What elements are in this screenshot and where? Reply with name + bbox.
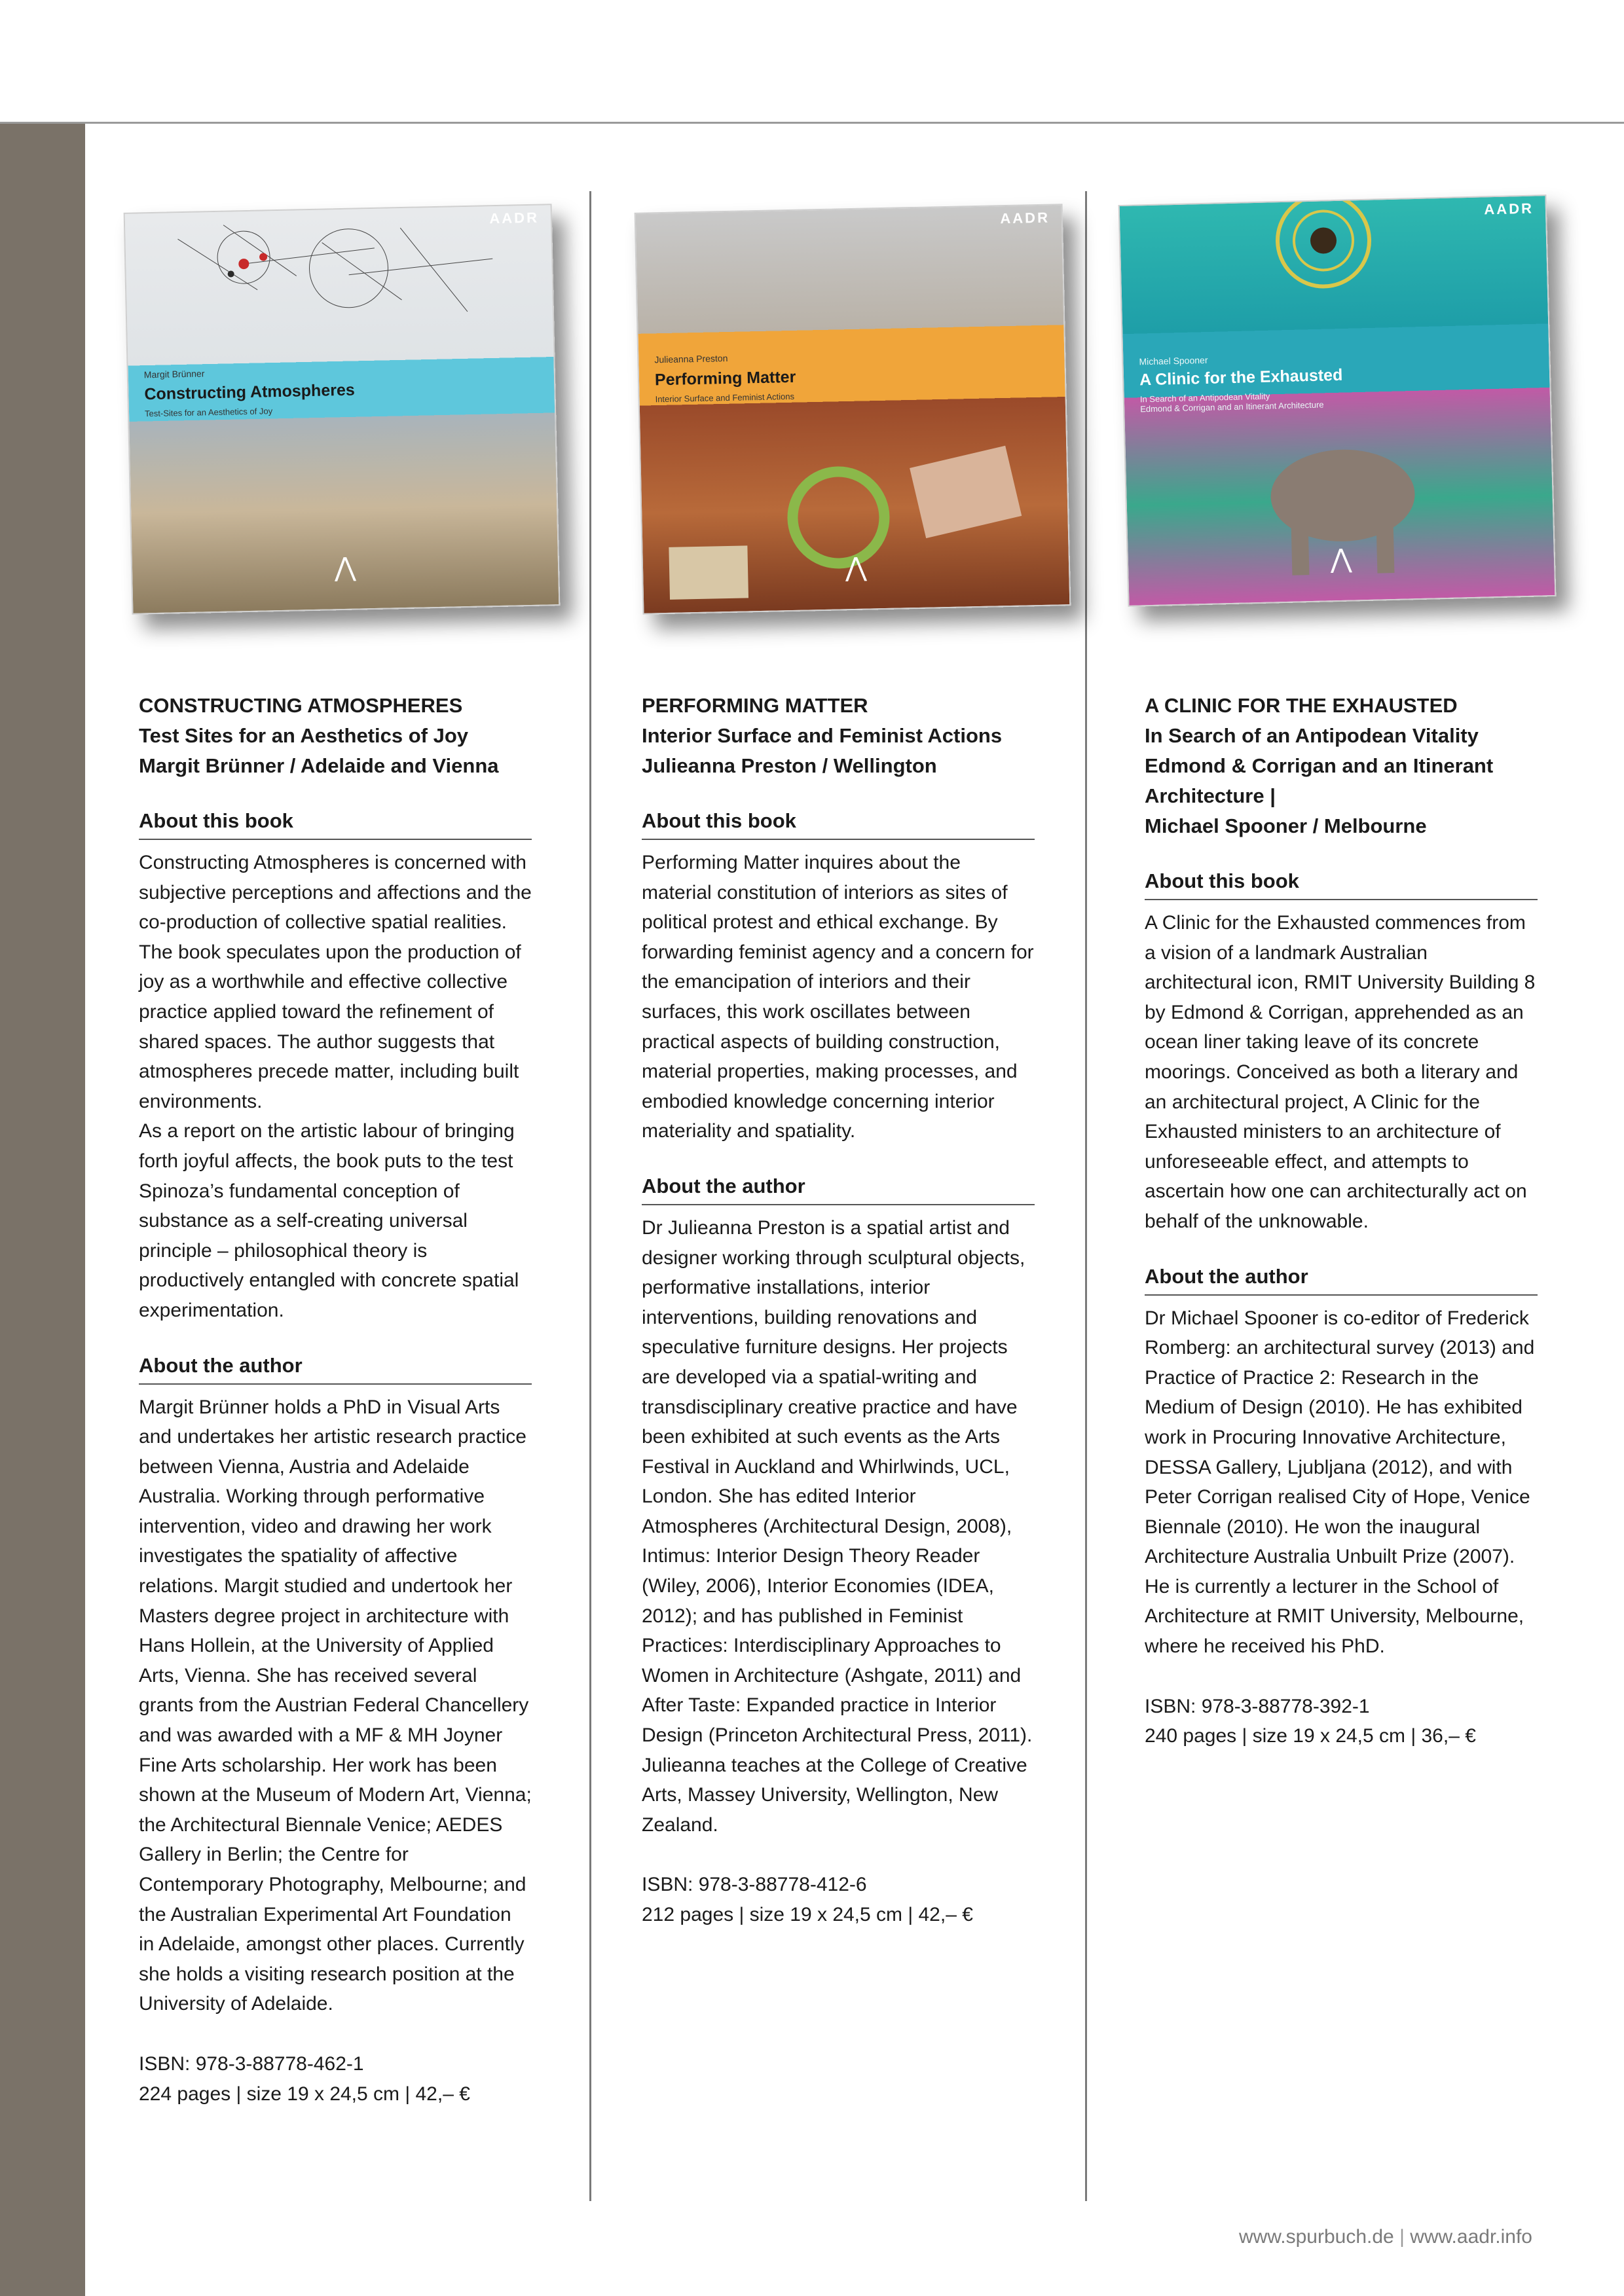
cover-title: Performing Matter	[654, 367, 796, 390]
cover-author: Michael Spooner	[1139, 354, 1208, 367]
column-divider	[589, 191, 591, 2201]
book-cover-performing-matter	[635, 204, 1071, 615]
cover-subtitle: Interior Surface and Feminist Actions	[655, 391, 795, 405]
top-rule	[0, 122, 1624, 124]
publisher-logo-icon: ⋀	[334, 553, 356, 583]
book-cover-constructing-atmospheres	[124, 204, 561, 615]
book-column-2	[642, 691, 1035, 1930]
isbn-info: ISBN: 978-3-88778-412-6 212 pages | size 19 x 24,5 cm | 42,– €	[642, 1874, 973, 1925]
book-title: A CLINIC FOR THE EXHAUSTED	[1145, 694, 1458, 717]
cover-author: Julieanna Preston	[654, 352, 728, 365]
about-author-text: Dr Julieanna Preston is a spatial artist and designer working through sculptural objects, performative installations, interior interventions, building renovations and speculative furniture designs. Her projects are developed via a spatial-writing and transdisciplinary creative practice and have been exhibited at such events as the Arts Festival in Auckland and Whirlwinds, UCL, London. She has edited Interior Atmospheres (Architectural Design, 2008), Intimus: Interior Design Theory Reader (Wiley, 2006), Interior Economies (IDEA, 2012); and has published in Feminist Practices: Interdisciplinary Approaches to Women in Architecture (Ashgate, 2011) and After Taste: Expanded practice in Interior Design (Princeton Architectural Press, 2011). Julieanna teaches at the College of Creative Arts, Massey University, Wellington, New Zealand.	[642, 1216, 1033, 1836]
column-divider	[1085, 191, 1087, 2201]
publisher-logo-icon: ⋀	[845, 553, 867, 583]
cover-subtitle: Test-Sites for an Aesthetics of Joy	[144, 406, 273, 419]
book-subtitle: Test Sites for an Aesthetics of Joy	[139, 724, 469, 747]
side-bar	[0, 124, 85, 2296]
about-book-heading: About this book	[1145, 866, 1538, 900]
spurbuch-link[interactable]: www.spurbuch.de	[1238, 2226, 1394, 2248]
cover-title: Constructing Atmospheres	[144, 380, 356, 404]
about-book-heading: About this book	[642, 806, 1035, 840]
cover-elephant-image	[1125, 412, 1555, 606]
cover-tools-image	[640, 421, 1070, 613]
publisher-mark: AADR	[1000, 209, 1050, 227]
cover-title: A Clinic for the Exhausted	[1139, 365, 1343, 390]
footer-separator: |	[1399, 2226, 1405, 2248]
book-subtitle: In Search of an Antipodean Vitality	[1145, 724, 1479, 747]
about-book-text: Constructing Atmospheres is concerned with subjective perceptions and affections and the co-production of collective spatial realities. The book speculates upon the production of joy as a worthwhile and effective collective practice applied toward the refinement of shared spaces. The author suggests that atmospheres precede matter, including built environments. As a report on the artistic labour of bringing forth joyful affects, the book puts to the test Spinoza’s fundamental conception of substance as a self-creating universal principle – philosophical theory is productively entangled with concrete spatial experimentation.	[139, 852, 532, 1321]
book-author-location: Julieanna Preston / Wellington	[642, 754, 937, 777]
about-author-text: Dr Michael Spooner is co-editor of Frederick Romberg: an architectural survey (2013) and Practice of Practice 2: Research in the Medium of Design (2010). He has exhibited work in Procuring Innovative Architecture, DESSA Gallery, Ljubljana (2012), and with Peter Corrigan realised City of Hope, Venice Biennale (2010). He won the inaugural Architecture Australia Unbuilt Prize (2007). He is currently a lecturer in the School of Architecture at RMIT University, Melbourne, where he received his PhD.	[1145, 1307, 1535, 1658]
about-author-heading: About the author	[139, 1351, 532, 1385]
book-column-3	[1145, 691, 1538, 1751]
publisher-mark: AADR	[489, 209, 540, 227]
publisher-mark: AADR	[1484, 200, 1534, 218]
publisher-logo-icon: ⋀	[1329, 544, 1352, 574]
footer-links	[1239, 2226, 1532, 2248]
book-title: CONSTRUCTING ATMOSPHERES	[139, 694, 463, 717]
about-book-text: Performing Matter inquires about the material constitution of interiors as sites of political protest and ethical exchange. By forwarding feminist agency and a concern for the emancipation of interiors and their surfaces, this work oscillates between practical aspects of building construction, material properties, making processes, and embodied knowledge concerning interior materiality and spatiality.	[642, 852, 1034, 1142]
about-book-heading: About this book	[139, 806, 532, 840]
aadr-link[interactable]: www.aadr.info	[1410, 2226, 1532, 2248]
cover-author: Margit Brünner	[143, 368, 205, 380]
about-author-heading: About the author	[642, 1171, 1035, 1205]
cover-subtitle: In Search of an Antipodean Vitality Edmond & Corrigan and an Itinerant Architecture	[1139, 391, 1324, 414]
isbn-info: ISBN: 978-3-88778-392-1 240 pages | size 19 x 24,5 cm | 36,– €	[1145, 1695, 1476, 1747]
about-book-text: A Clinic for the Exhausted commences from a vision of a landmark Australian architectural icon, RMIT University Building 8 by Edmond & Corrigan, apprehended as an ocean liner taking leave of its concrete moorings. Conceived as both a literary and an architectural project, A Clinic for the Exhausted ministers to an architecture of unforeseeable effect, and attempts to ascertain how one can architecturally act on behalf of the unknowable.	[1145, 912, 1536, 1232]
book-author-location: Michael Spooner / Melbourne	[1145, 814, 1427, 837]
book-column-1	[139, 691, 532, 2109]
book-cover-clinic-for-the-exhausted	[1118, 194, 1557, 607]
about-author-heading: About the author	[1145, 1262, 1538, 1296]
book-title: PERFORMING MATTER	[642, 694, 868, 717]
book-author-location: Margit Brünner / Adelaide and Vienna	[139, 754, 499, 777]
book-subtitle-2: Edmond & Corrigan and an Itinerant Architecture |	[1145, 754, 1494, 807]
isbn-info: ISBN: 978-3-88778-462-1 224 pages | size 19 x 24,5 cm | 42,– €	[139, 2052, 470, 2105]
cover-network-drawing	[125, 205, 554, 365]
book-subtitle: Interior Surface and Feminist Actions	[642, 724, 1003, 747]
about-author-text: Margit Brünner holds a PhD in Visual Arts and undertakes her artistic research practice between Vienna, Austria and Adelaide Australia. Working through performative intervention, video and drawing her work investigates the spatiality of affective relations. Margit studied and undertook her Masters degree project in architecture with Hans Hollein, at the University of Applied Arts, Vienna. She has received several grants from the Austrian Federal Chancellery and was awarded with a MF & MH Joyner Fine Arts scholarship. Her work has been shown at the Museum of Modern Art, Vienna; the Architectural Biennale Venice; AEDES Gallery in Berlin; the Centre for Contemporary Photography, Melbourne; and the Australian Experimental Art Foundation in Adelaide, amongst other places. Currently she holds a visiting research position at the University of Adelaide.	[139, 1396, 532, 2015]
